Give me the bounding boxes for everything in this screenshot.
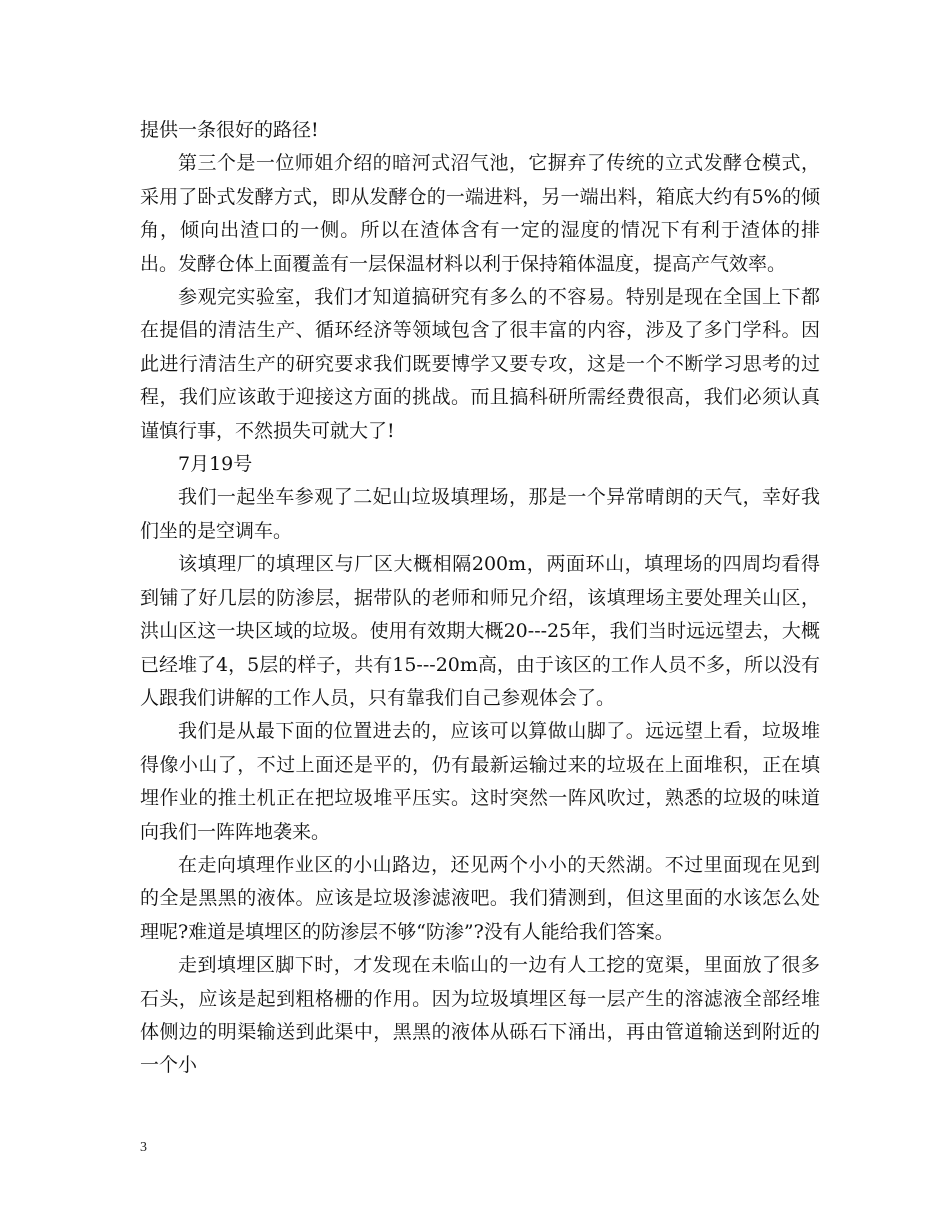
paragraph-6: 该填理厂的填理区与厂区大概相隔200m，两面环山，填理场的四周均看得到铺了好几层的防渗层，据带队的老师和师兄介绍，该填理场主要处理关山区，洪山区这一块区域的垃圾。使用有效期大概20---25年，我们当时远远望去，大概已经堆了4，5层的样子，共有15---20m高，由于该区的工作人员不多，所以没有人跟我们讲解的工作人员，只有靠我们自己参观体会了。 (140, 553, 820, 709)
paragraph-1: 提供一条很好的路径! (140, 119, 319, 141)
paragraph-5: 我们一起坐车参观了二妃山垃圾填理场，那是一个异常晴朗的天气，幸好我们坐的是空调车。 (140, 486, 820, 542)
paragraph-8: 在走向填理作业区的小山路边，还见两个小小的天然湖。不过里面现在见到的全是黑黑的液体。应该是垃圾渗滤液吧。我们猜测到，但这里面的水该怎么处理呢?难道是填埋区的防渗层不够“防渗”?没有人能给我们答案。 (140, 853, 820, 943)
body-text (140, 114, 820, 1083)
paragraph-3: 参观完实验室，我们才知道搞研究有多么的不容易。特别是现在全国上下都在提倡的清洁生产、循环经济等领域包含了很丰富的内容，涉及了多门学科。因此进行清洁生产的研究要求我们既要博学又要专攻，这是一个不断学习思考的过程，我们应该敢于迎接这方面的挑战。而且搞科研所需经费很高，我们必须认真谨慎行事，不然损失可就大了! (140, 286, 820, 442)
paragraph-7: 我们是从最下面的位置进去的，应该可以算做山脚了。远远望上看，垃圾堆得像小山了，不过上面还是平的，仍有最新运输过来的垃圾在上面堆积，正在填埋作业的推土机正在把垃圾堆平压实。这时突然一阵风吹过，熟悉的垃圾的味道向我们一阵阵地袭来。 (140, 720, 820, 843)
paragraph-2: 第三个是一位师姐介绍的暗河式沼气池，它摒弃了传统的立式发酵仓模式，采用了卧式发酵方式，即从发酵仓的一端进料，另一端出料，箱底大约有5%的倾角，倾向出渣口的一侧。所以在渣体含有一定的湿度的情况下有利于渣体的排出。发酵仓体上面覆盖有一层保温材料以利于保持箱体温度，提高产气效率。 (140, 152, 820, 275)
paragraph-9: 走到填埋区脚下时，才发现在未临山的一边有人工挖的宽渠，里面放了很多石头，应该是起到粗格栅的作用。因为垃圾填埋区每一层产生的溶滤液全部经堆体侧边的明渠输送到此渠中，黑黑的液体从砾石下涌出，再由管道输送到附近的一个小 (140, 954, 820, 1077)
page-number: 3 (140, 1140, 147, 1155)
date-heading: 7月19号 (178, 453, 253, 476)
